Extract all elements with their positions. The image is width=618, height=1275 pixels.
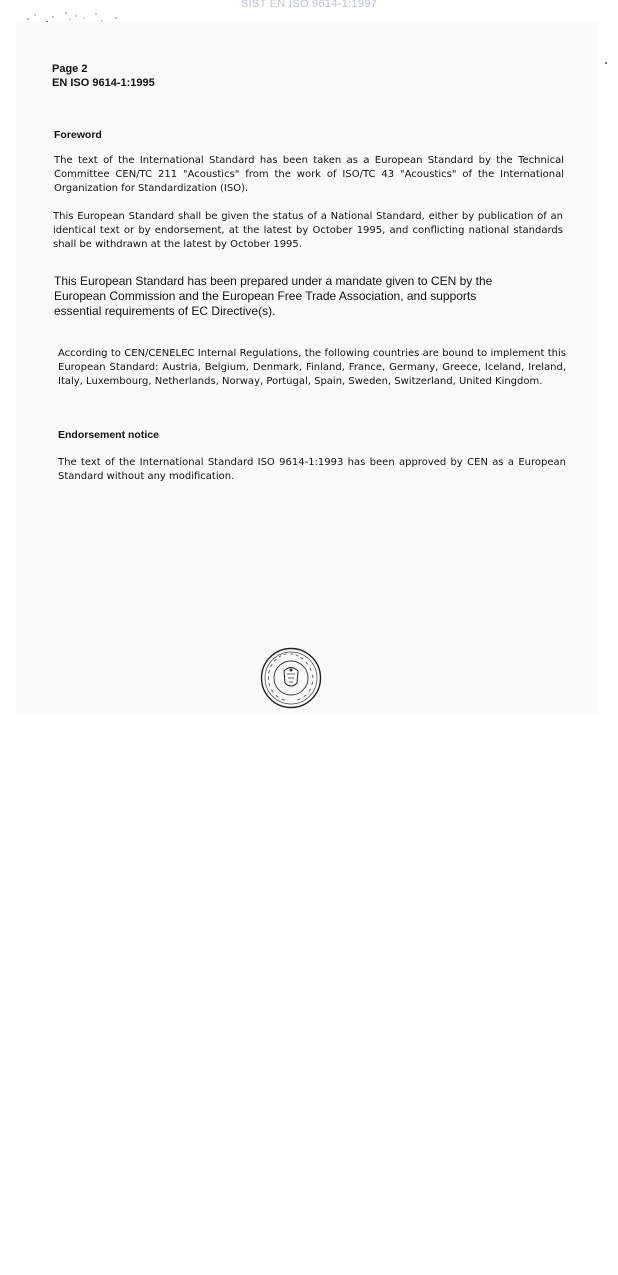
regulations-paragraph: According to CEN/CENELEC Internal Regulations, the following countries are bound to implement this European Standard: Austria, Belgium, Denmark, Finland, France, Germany, Greece, Iceland, Ireland, Italy, Luxembourg, Netherlands, Norway, Portugal, Spain, Sweden, Switzerland, United Kingdom. — [58, 348, 566, 387]
foreword-paragraph-2: This European Standard shall be given the status of a National Standard, either by publication of an identical text or by endorsement, at the latest by October 1995, and conflicting national standards shall be withdrawn at the latest by October 1995. — [53, 211, 563, 250]
official-stamp-seal-icon — [260, 647, 322, 709]
endorsement-paragraph: The text of the International Standard ISO 9614-1:1993 has been approved by CEN as a European Standard without any modification. — [58, 457, 566, 482]
foreword-heading: Foreword — [54, 129, 102, 141]
standard-id: EN ISO 9614-1:1995 — [52, 77, 155, 89]
foreword-paragraph-1: The text of the International Standard has been taken as a European Standard by the Technical Committee CEN/TC 211 "Acoustics" from the work of ISO/TC 43 "Acoustics" of the International Organization for Standardization (ISO). — [54, 155, 564, 194]
page-number: Page 2 — [52, 63, 88, 75]
mandate-paragraph: This European Standard has been prepared under a mandate given to CEN by the European Commission and the European Free Trade Association, and supports essential requirements of EC Directive(s). — [54, 274, 493, 318]
scan-noise-speck — [605, 62, 607, 64]
endorsement-heading: Endorsement notice — [58, 429, 159, 441]
watermark: SIST EN ISO 9614-1:1997 — [240, 0, 378, 7]
